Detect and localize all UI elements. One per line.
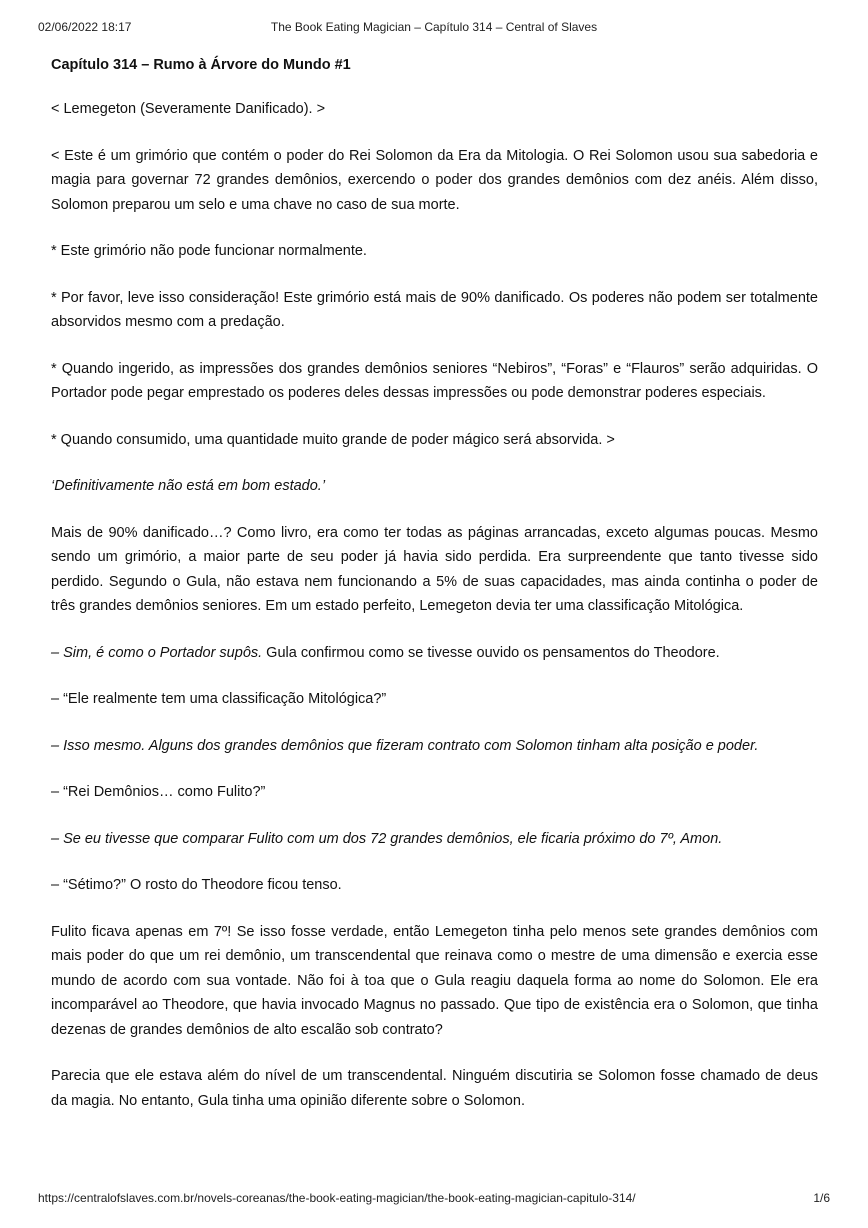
- paragraph-dialogue-2: – “Ele realmente tem uma classificação Mitológica?”: [51, 691, 387, 707]
- paragraph-narration-1: Mais de 90% danificado…? Como livro, era como ter todas as páginas arrancadas, exceto algumas poucas. Mesmo sendo um grimório, a maior parte de seu poder já havia sido perdida. Era surpreendente que tanto tivesse sido perdido. Segundo o Gula, não estava nem funcionando a 5% de suas capacidades, mas ainda continha o poder de três grandes demônios seniores. Em um estado perfeito, Lemegeton devia ter uma classificação Mitológica.: [51, 524, 818, 614]
- paragraph-thought: ‘Definitivamente não está em bom estado.’: [51, 478, 326, 494]
- paragraph-dialogue-3: – Isso mesmo. Alguns dos grandes demônios que fizeram contrato com Solomon tinham alta posição e poder.: [51, 737, 759, 754]
- dialogue-normal: Gula confirmou como se tivesse ouvido os pensamentos do Theodore.: [262, 644, 720, 661]
- paragraph-note-1: * Este grimório não pode funcionar normalmente.: [51, 243, 367, 259]
- paragraph-narration-3: Parecia que ele estava além do nível de um transcendental. Ninguém discutiria se Solomon fosse chamado de deus da magia. No entanto, Gula tinha uma opinião diferente sobre o Solomon.: [51, 1068, 818, 1109]
- print-datetime: 02/06/2022 18:17: [38, 20, 132, 34]
- paragraph-narration-2: Fulito ficava apenas em 7º! Se isso fosse verdade, então Lemegeton tinha pelo menos sete grandes demônios com mais poder do que um rei demônio, um transcendental que reinava como o mestre de uma dimensão e exercia esse mundo de acordo com sua vontade. Não foi à toa que o Gula reagiu daquela forma ao nome do Solomon. Ele era incomparável ao Theodore, que havia invocado Magnus no passado. Que tipo de existência era o Solomon, que tinha dezenas de grandes demônios de alto escalão sob contrato?: [51, 923, 818, 1038]
- paragraph-note-3: * Quando ingerido, as impressões dos grandes demônios seniores “Nebiros”, “Foras” e “Flauros” serão adquiridas. O Portador pode pegar emprestado os poderes deles dessas impressões ou pode demonstrar poderes especiais.: [51, 360, 818, 401]
- paragraph-note-2: * Por favor, leve isso consideração! Este grimório está mais de 90% danificado. Os poderes não podem ser totalmente absorvidos mesmo com a predação.: [51, 289, 818, 330]
- paragraph-item-name: < Lemegeton (Severamente Danificado). >: [51, 101, 326, 117]
- paragraph-note-4: * Quando consumido, uma quantidade muito grande de poder mágico será absorvida. >: [51, 431, 615, 448]
- paragraph-dialogue-4: – “Rei Demônios… como Fulito?”: [51, 784, 266, 800]
- print-url: https://centralofslaves.com.br/novels-coreanas/the-book-eating-magician/the-book-eating-magician-capitulo-314/: [38, 1191, 636, 1205]
- paragraph-dialogue-5: – Se eu tivesse que comparar Fulito com um dos 72 grandes demônios, ele ficaria próximo do 7º, Amon.: [51, 830, 723, 847]
- article-content: [51, 55, 818, 1135]
- print-page-title: The Book Eating Magician – Capítulo 314 – Central of Slaves: [270, 20, 598, 34]
- paragraph-dialogue-1: [51, 641, 818, 666]
- chapter-title: Capítulo 314 – Rumo à Árvore do Mundo #1: [51, 57, 351, 73]
- dialogue-italic: – Sim, é como o Portador supôs.: [51, 644, 263, 661]
- paragraph-item-description: < Este é um grimório que contém o poder do Rei Solomon da Era da Mitologia. O Rei Solomon usou sua sabedoria e magia para governar 72 grandes demônios, exercendo o poder dos grandes demônios com dez anéis. Além disso, Solomon preparou um selo e uma chave no caso de sua morte.: [51, 147, 818, 213]
- paragraph-dialogue-6: – “Sétimo?” O rosto do Theodore ficou tenso.: [51, 877, 342, 893]
- print-footer: [38, 1191, 830, 1207]
- print-header: [38, 20, 830, 36]
- print-page-number: 1/6: [813, 1191, 830, 1205]
